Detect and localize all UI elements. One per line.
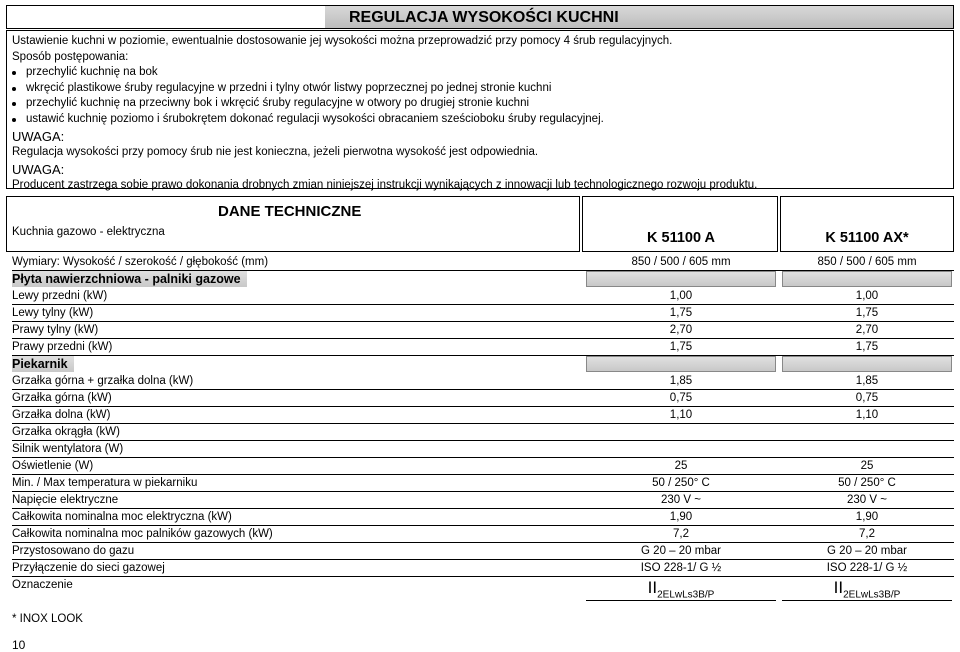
row-value-a: 1,10 xyxy=(669,409,693,421)
row-value-b: 850 / 500 / 605 mm xyxy=(817,256,917,268)
row-label: Min. / Max temperatura w piekarniku xyxy=(12,477,198,489)
step-item: wkręcić plastikowe śruby regulacyjne w przedni i tylny otwór listwy poprzecznej po jednej stronie kuchni xyxy=(12,81,948,97)
marking-row xyxy=(6,577,954,601)
marking-value-a xyxy=(586,577,776,599)
footnote: * INOX LOOK xyxy=(12,613,83,625)
table-row xyxy=(6,424,954,441)
row-label: Przyłączenie do sieci gazowej xyxy=(12,562,165,574)
table-row xyxy=(6,288,954,305)
warning-text-1: Regulacja wysokości przy pomocy śrub nie jest konieczna, jeżeli pierwotna wysokość jest odpowiednia. xyxy=(12,145,539,158)
table-row xyxy=(6,475,954,492)
row-value-a: 850 / 500 / 605 mm xyxy=(631,256,731,268)
row-value-b: 1,75 xyxy=(855,341,879,353)
row-label: Grzałka górna (kW) xyxy=(12,392,112,404)
tech-data-table xyxy=(6,196,954,601)
row-value-a xyxy=(586,441,776,457)
procedure-label: Sposób postępowania: xyxy=(12,50,129,63)
row-value-a: 2,70 xyxy=(669,324,693,336)
marking-sub: 2ELwLs3B/P xyxy=(843,589,901,601)
row-value-b: 1,90 xyxy=(855,511,879,523)
step-item: przechylić kuchnię na bok xyxy=(12,65,948,81)
warning-label-1: UWAGA: xyxy=(12,129,65,144)
row-value-a: 1,00 xyxy=(669,290,693,302)
table-row xyxy=(6,509,954,526)
table-row xyxy=(6,373,954,390)
row-label: Grzałka dolna (kW) xyxy=(12,409,111,421)
model-b: K 51100 AX* xyxy=(825,230,909,246)
row-label: Przystosowano do gazu xyxy=(12,545,135,557)
tech-header xyxy=(6,196,954,252)
row-label: Prawy przedni (kW) xyxy=(12,341,113,353)
section-box-b xyxy=(782,356,952,372)
marking-sub: 2ELwLs3B/P xyxy=(657,589,715,601)
warning-label-2: UWAGA: xyxy=(12,162,65,177)
table-row xyxy=(6,254,954,271)
marking-main: II xyxy=(647,578,658,597)
row-value-b: 50 / 250° C xyxy=(838,477,896,489)
row-label: Prawy tylny (kW) xyxy=(12,324,99,336)
marking-underline-a xyxy=(586,600,776,601)
row-label: Całkowita nominalna moc palników gazowych (kW) xyxy=(12,528,273,540)
table-row xyxy=(6,458,954,475)
section-box-a xyxy=(586,356,776,372)
row-value-b: 1,85 xyxy=(855,375,879,387)
row-label: Oznaczenie xyxy=(12,579,73,591)
section-label: Piekarnik xyxy=(12,356,74,372)
row-label: Lewy przedni (kW) xyxy=(12,290,108,302)
title-bar xyxy=(6,5,954,29)
section-oven xyxy=(6,356,954,373)
row-value-b: 1,75 xyxy=(855,307,879,319)
table-row xyxy=(6,441,954,458)
section-box-a xyxy=(586,271,776,287)
row-value-a: 1,85 xyxy=(669,375,693,387)
warning-text-2: Producent zastrzega sobie prawo dokonania drobnych zmian niniejszej instrukcji wynikających z innowacji lub technologicznego rozwoju produktu. xyxy=(12,178,758,191)
row-value-b: 25 xyxy=(860,460,874,472)
row-label: Grzałka górna + grzałka dolna (kW) xyxy=(12,375,194,387)
row-value-a: 1,75 xyxy=(669,341,693,353)
row-value-b: 0,75 xyxy=(855,392,879,404)
step-item: przechylić kuchnię na przeciwny bok i wkręcić śruby regulacyjne w otwory po drugiej stronie kuchni xyxy=(12,96,948,112)
table-row xyxy=(6,339,954,356)
row-value-b: G 20 – 20 mbar xyxy=(827,545,907,557)
section-hob xyxy=(6,271,954,288)
row-value-b: ISO 228-1/ G ½ xyxy=(826,562,908,574)
marking-main: II xyxy=(833,578,844,597)
table-row xyxy=(6,390,954,407)
row-value-a: 0,75 xyxy=(669,392,693,404)
steps-list xyxy=(12,65,948,127)
product-type: Kuchnia gazowo - elektryczna xyxy=(12,226,165,238)
intro-text: Ustawienie kuchni w poziomie, ewentualnie dostosowanie jej wysokości można przeprowadzić przy pomocy 4 śrub regulacyjnych. xyxy=(12,35,673,47)
row-value-a: 25 xyxy=(674,460,688,472)
row-value-a: ISO 228-1/ G ½ xyxy=(640,562,722,574)
row-value-b: 7,2 xyxy=(859,528,875,540)
table-row xyxy=(6,492,954,509)
table-row xyxy=(6,543,954,560)
row-value-a: 230 V ~ xyxy=(661,494,701,506)
row-label: Lewy tylny (kW) xyxy=(12,307,94,319)
row-label: Napięcie elektryczne xyxy=(12,494,119,506)
table-row xyxy=(6,560,954,577)
row-value-a: 50 / 250° C xyxy=(652,477,710,489)
tech-heading: DANE TECHNICZNE xyxy=(218,203,362,220)
page-number: 10 xyxy=(12,638,26,652)
row-value-b: 230 V ~ xyxy=(847,494,887,506)
row-value-b: 2,70 xyxy=(855,324,879,336)
section-box-b xyxy=(782,271,952,287)
row-value-a xyxy=(586,424,776,440)
row-value-a: 7,2 xyxy=(673,528,689,540)
step-item: ustawić kuchnię poziomo i śrubokrętem dokonać regulacji wysokości obracaniem sześcioboku śruby regulacyjnej. xyxy=(12,112,948,128)
model-a: K 51100 A xyxy=(647,230,715,246)
row-label: Całkowita nominalna moc elektryczna (kW) xyxy=(12,511,232,523)
table-row xyxy=(6,407,954,424)
row-value-b xyxy=(782,441,952,457)
page-title: REGULACJA WYSOKOŚCI KUCHNI xyxy=(349,9,619,26)
row-value-b: 1,00 xyxy=(855,290,879,302)
marking-underline-b xyxy=(782,600,952,601)
row-label: Silnik wentylatora (W) xyxy=(12,443,124,455)
table-row xyxy=(6,305,954,322)
row-label: Oświetlenie (W) xyxy=(12,460,94,472)
row-value-b: 1,10 xyxy=(855,409,879,421)
row-label: Grzałka okrągła (kW) xyxy=(12,426,120,438)
row-label: Wymiary: Wysokość / szerokość / głębokość (mm) xyxy=(12,256,269,268)
instruction-box xyxy=(6,30,954,189)
row-value-b xyxy=(782,424,952,440)
marking-value-b xyxy=(782,577,952,599)
row-value-a: 1,90 xyxy=(669,511,693,523)
section-label: Płyta nawierzchniowa - palniki gazowe xyxy=(12,271,247,287)
table-row xyxy=(6,526,954,543)
row-value-a: 1,75 xyxy=(669,307,693,319)
table-row xyxy=(6,322,954,339)
row-value-a: G 20 – 20 mbar xyxy=(641,545,721,557)
